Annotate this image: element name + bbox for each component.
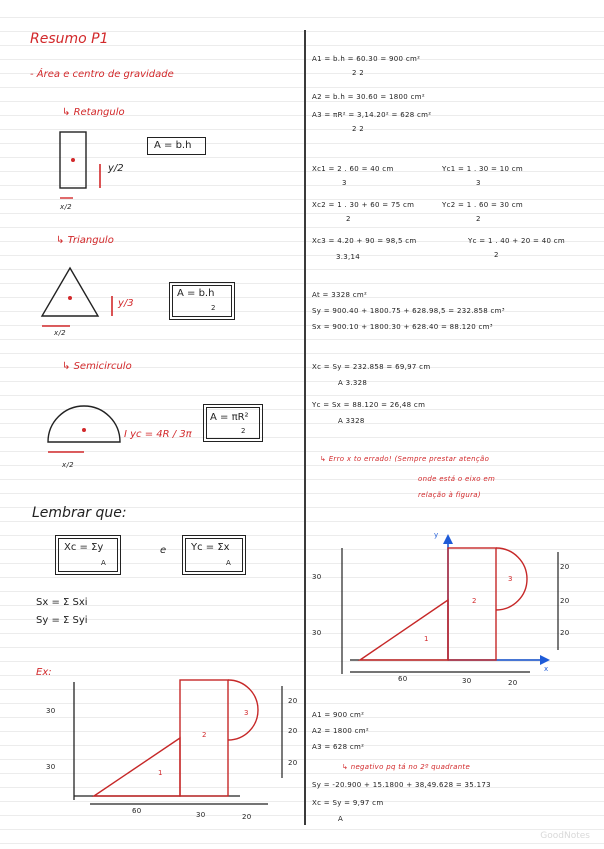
tri-area-denominator: 2: [211, 304, 216, 312]
yc1-den: 3: [476, 179, 481, 187]
xc2-den: 2: [346, 215, 351, 223]
xc1: Xc1 = 2 . 60 = 40 cm: [312, 165, 394, 173]
tri-area-box: [172, 285, 232, 317]
page-title: Resumo P1: [30, 31, 109, 47]
ex2-part-2: 2: [472, 597, 477, 605]
yc2: Yc2 = 1 . 60 = 30 cm: [442, 201, 524, 209]
ex-dim-left-bot: 30: [46, 763, 56, 771]
negative-note: ↳ negativo pq tá no 2º quadrante: [342, 763, 471, 771]
ex2-dim-bot-c: 20: [508, 679, 518, 687]
rect-heading: ↳ Retangulo: [62, 107, 125, 118]
ex-dim-right-a: 20: [288, 697, 298, 705]
xc-result-den: A 3.328: [338, 379, 368, 387]
xc-formula: Xc = Σy: [64, 542, 104, 553]
example-composite-figure: [30, 668, 290, 818]
ex2-dim-right-a: 20: [560, 563, 570, 571]
xc-formula-box: [58, 538, 118, 572]
yc-result: Yc = Sx = 88.120 = 26,48 cm: [312, 401, 426, 409]
xc2: Xc2 = 1 . 30 + 60 = 75 cm: [312, 201, 415, 209]
ex-part-3: 3: [244, 709, 249, 717]
sum-x-formula: Sx = Σ Sxi: [36, 597, 88, 608]
x-axis-label: x: [544, 665, 549, 673]
ex2-area-3: A3 = 628 cm²: [312, 743, 365, 751]
static-moment-x: Sx = 900.10 + 1800.30 + 628.40 = 88.120 cm³: [312, 323, 493, 331]
yc-result-den: A 3328: [338, 417, 365, 425]
semi-area-denominator: 2: [241, 427, 246, 435]
ex2-area-1: A1 = 900 cm²: [312, 711, 365, 719]
area-2: A2 = b.h = 30.60 = 1800 cm²: [312, 93, 425, 101]
yc-formula: Yc = Σx: [191, 542, 230, 553]
ex2-dim-left-bot: 30: [312, 629, 322, 637]
ex2-area-2: A2 = 1800 cm²: [312, 727, 369, 735]
ex-dim-right-b: 20: [288, 727, 298, 735]
ex2-part-1: 1: [424, 635, 429, 643]
tri-yc-label: y/3: [118, 298, 134, 309]
xc-result: Xc = Sy = 232.858 = 69,97 cm: [312, 363, 431, 371]
reminder-heading: Lembrar que:: [32, 505, 127, 521]
rect-area-box: [147, 137, 206, 155]
tri-xc-label: x/2: [54, 329, 66, 337]
yc3: Yc = 1 . 40 + 20 = 40 cm: [468, 237, 566, 245]
area-3-den: 2 2: [352, 125, 365, 133]
ex-dim-bot-c: 20: [242, 813, 252, 821]
rect-area-formula: A = b.h: [154, 140, 192, 151]
ex-dim-right-c: 20: [288, 759, 298, 767]
rect-xc-label: x/2: [60, 203, 72, 211]
ex-part-2: 2: [202, 731, 207, 739]
xc-formula-den: A: [101, 559, 107, 567]
rect-yc-label: y/2: [108, 163, 124, 174]
ex2-dim-right-b: 20: [560, 597, 570, 605]
area-3: A3 = πR² = 3,14.20² = 628 cm²: [312, 111, 432, 119]
ex-dim-left-top: 30: [46, 707, 56, 715]
yc-formula-den: A: [226, 559, 232, 567]
ex2-part-3: 3: [508, 575, 513, 583]
ex-part-1: 1: [158, 769, 163, 777]
correction-note-2: onde está o eixo em: [418, 475, 496, 483]
ex2-dim-right-c: 20: [560, 629, 570, 637]
xc1-den: 3: [342, 179, 347, 187]
xc3-den: 3.3,14: [336, 253, 361, 261]
correction-note-1: ↳ Erro x to errado! (Sempre prestar atenção: [320, 455, 490, 463]
and-word: e: [160, 545, 167, 556]
triangle-diagram: [40, 264, 160, 334]
example-label: Ex:: [36, 667, 52, 678]
area-1: A1 = b.h = 60.30 = 900 cm²: [312, 55, 421, 63]
yc1: Yc1 = 1 . 30 = 10 cm: [442, 165, 524, 173]
semi-yc-label: I yc = 4R / 3π: [124, 429, 192, 440]
correction-note-3: relação à figura): [418, 491, 481, 499]
semi-heading: ↳ Semicirculo: [62, 361, 132, 372]
tri-heading: ↳ Triangulo: [56, 235, 114, 246]
yc3-den: 2: [494, 251, 499, 259]
ex2-dim-left-top: 30: [312, 573, 322, 581]
y-axis-label: y: [434, 531, 439, 539]
yc2-den: 2: [476, 215, 481, 223]
app-watermark: GoodNotes: [540, 831, 590, 841]
ex2-static-moment-y: Sy = -20.900 + 15.1800 + 38,49.628 = 35.173: [312, 781, 491, 789]
column-divider: [304, 30, 306, 825]
static-moment-y: Sy = 900.40 + 1800.75 + 628.98,5 = 232.858 cm³: [312, 307, 505, 315]
semi-xc-label: x/2: [62, 461, 74, 469]
yc-formula-box: [185, 538, 243, 572]
total-area: At = 3328 cm²: [312, 291, 368, 299]
ex2-dim-bot-b: 30: [462, 677, 472, 685]
ex2-xc-result: Xc = Sy = 9,97 cm: [312, 799, 384, 807]
ex2-xc-result-den: A: [338, 815, 344, 823]
ex-dim-bot-b: 30: [196, 811, 206, 819]
xc3: Xc3 = 4.20 + 90 = 98,5 cm: [312, 237, 417, 245]
sum-y-formula: Sy = Σ Syi: [36, 615, 88, 626]
ex2-dim-bot-a: 60: [398, 675, 408, 683]
section-heading: - Área e centro de gravidade: [30, 69, 174, 80]
example-figure-with-axes: [330, 530, 590, 690]
tri-area-formula: A = b.h: [177, 288, 215, 299]
ex-dim-bot-a: 60: [132, 807, 142, 815]
semi-area-box: [206, 407, 260, 439]
area-1-den: 2 2: [352, 69, 365, 77]
semi-area-formula: A = πR²: [210, 412, 249, 423]
